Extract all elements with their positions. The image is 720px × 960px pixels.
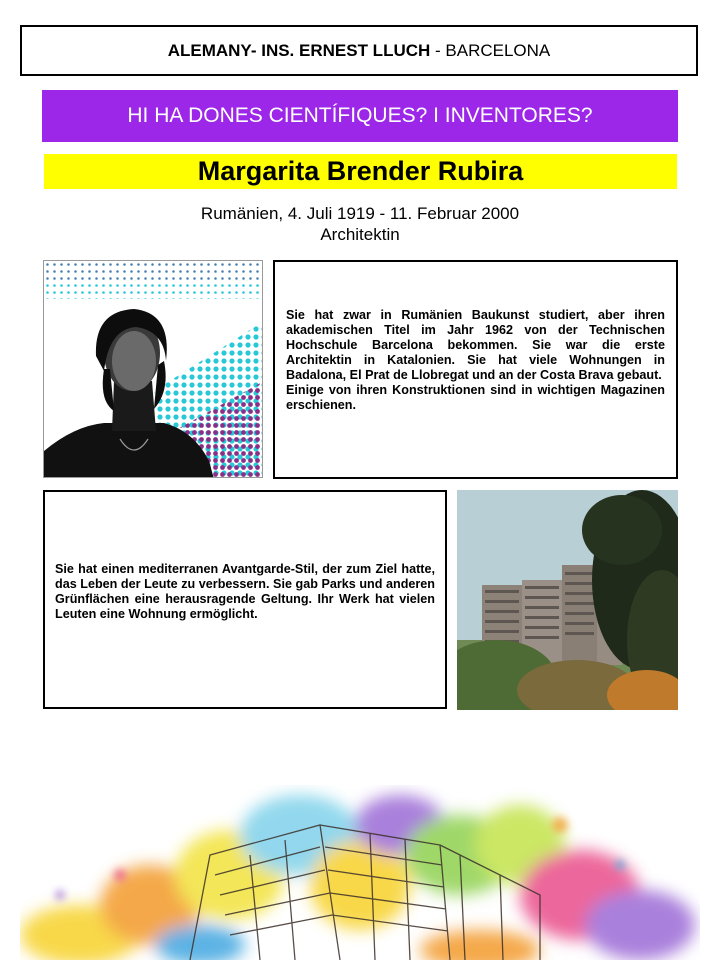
name-banner: Margarita Brender Rubira — [44, 154, 677, 189]
building-illustration — [457, 490, 678, 710]
profession: Architektin — [320, 225, 400, 244]
bio-paragraph-1: Sie hat zwar in Rumänien Baukunst studiert, aber ihren akademischen Titel im Jahr 1962 von der Technischen Hochschule Barcelona bekommen. Sie war die erste Architektin in Katalonien. Sie hat viele Wohnungen in Badalona, El Prat de Llobregat und an der Costa Brava gebaut. — [286, 308, 665, 382]
biography-text-box — [273, 260, 678, 479]
portrait-illustration — [44, 261, 263, 478]
school-header — [20, 25, 698, 76]
style-paragraph: Sie hat einen mediterranen Avantgarde-Stil, der zum Ziel hatte, das Leben der Leute zu verbessern. Sie gab Parks und anderen Grünflächen eine herausragende Geltung. Ihr Werk hat vielen Leuten eine Wohnung ermöglicht. — [55, 562, 435, 621]
biography-subtitle — [0, 203, 720, 245]
style-text-box — [43, 490, 447, 709]
city-name: BARCELONA — [445, 40, 551, 60]
building-photo — [457, 490, 678, 710]
school-name: ALEMANY- INS. ERNEST LLUCH — [167, 40, 431, 60]
school-building-artwork — [20, 785, 700, 960]
bio-paragraph-2: Einige von ihren Konstruktionen sind in wichtigen Magazinen erschienen. — [286, 383, 665, 412]
life-dates: Rumänien, 4. Juli 1919 - 11. Februar 2000 — [200, 204, 520, 223]
header-separator: - — [430, 40, 446, 60]
question-banner: HI HA DONES CIENTÍFIQUES? I INVENTORES? — [42, 90, 678, 142]
footer-watercolor-illustration — [20, 785, 700, 960]
portrait-photo — [43, 260, 263, 478]
